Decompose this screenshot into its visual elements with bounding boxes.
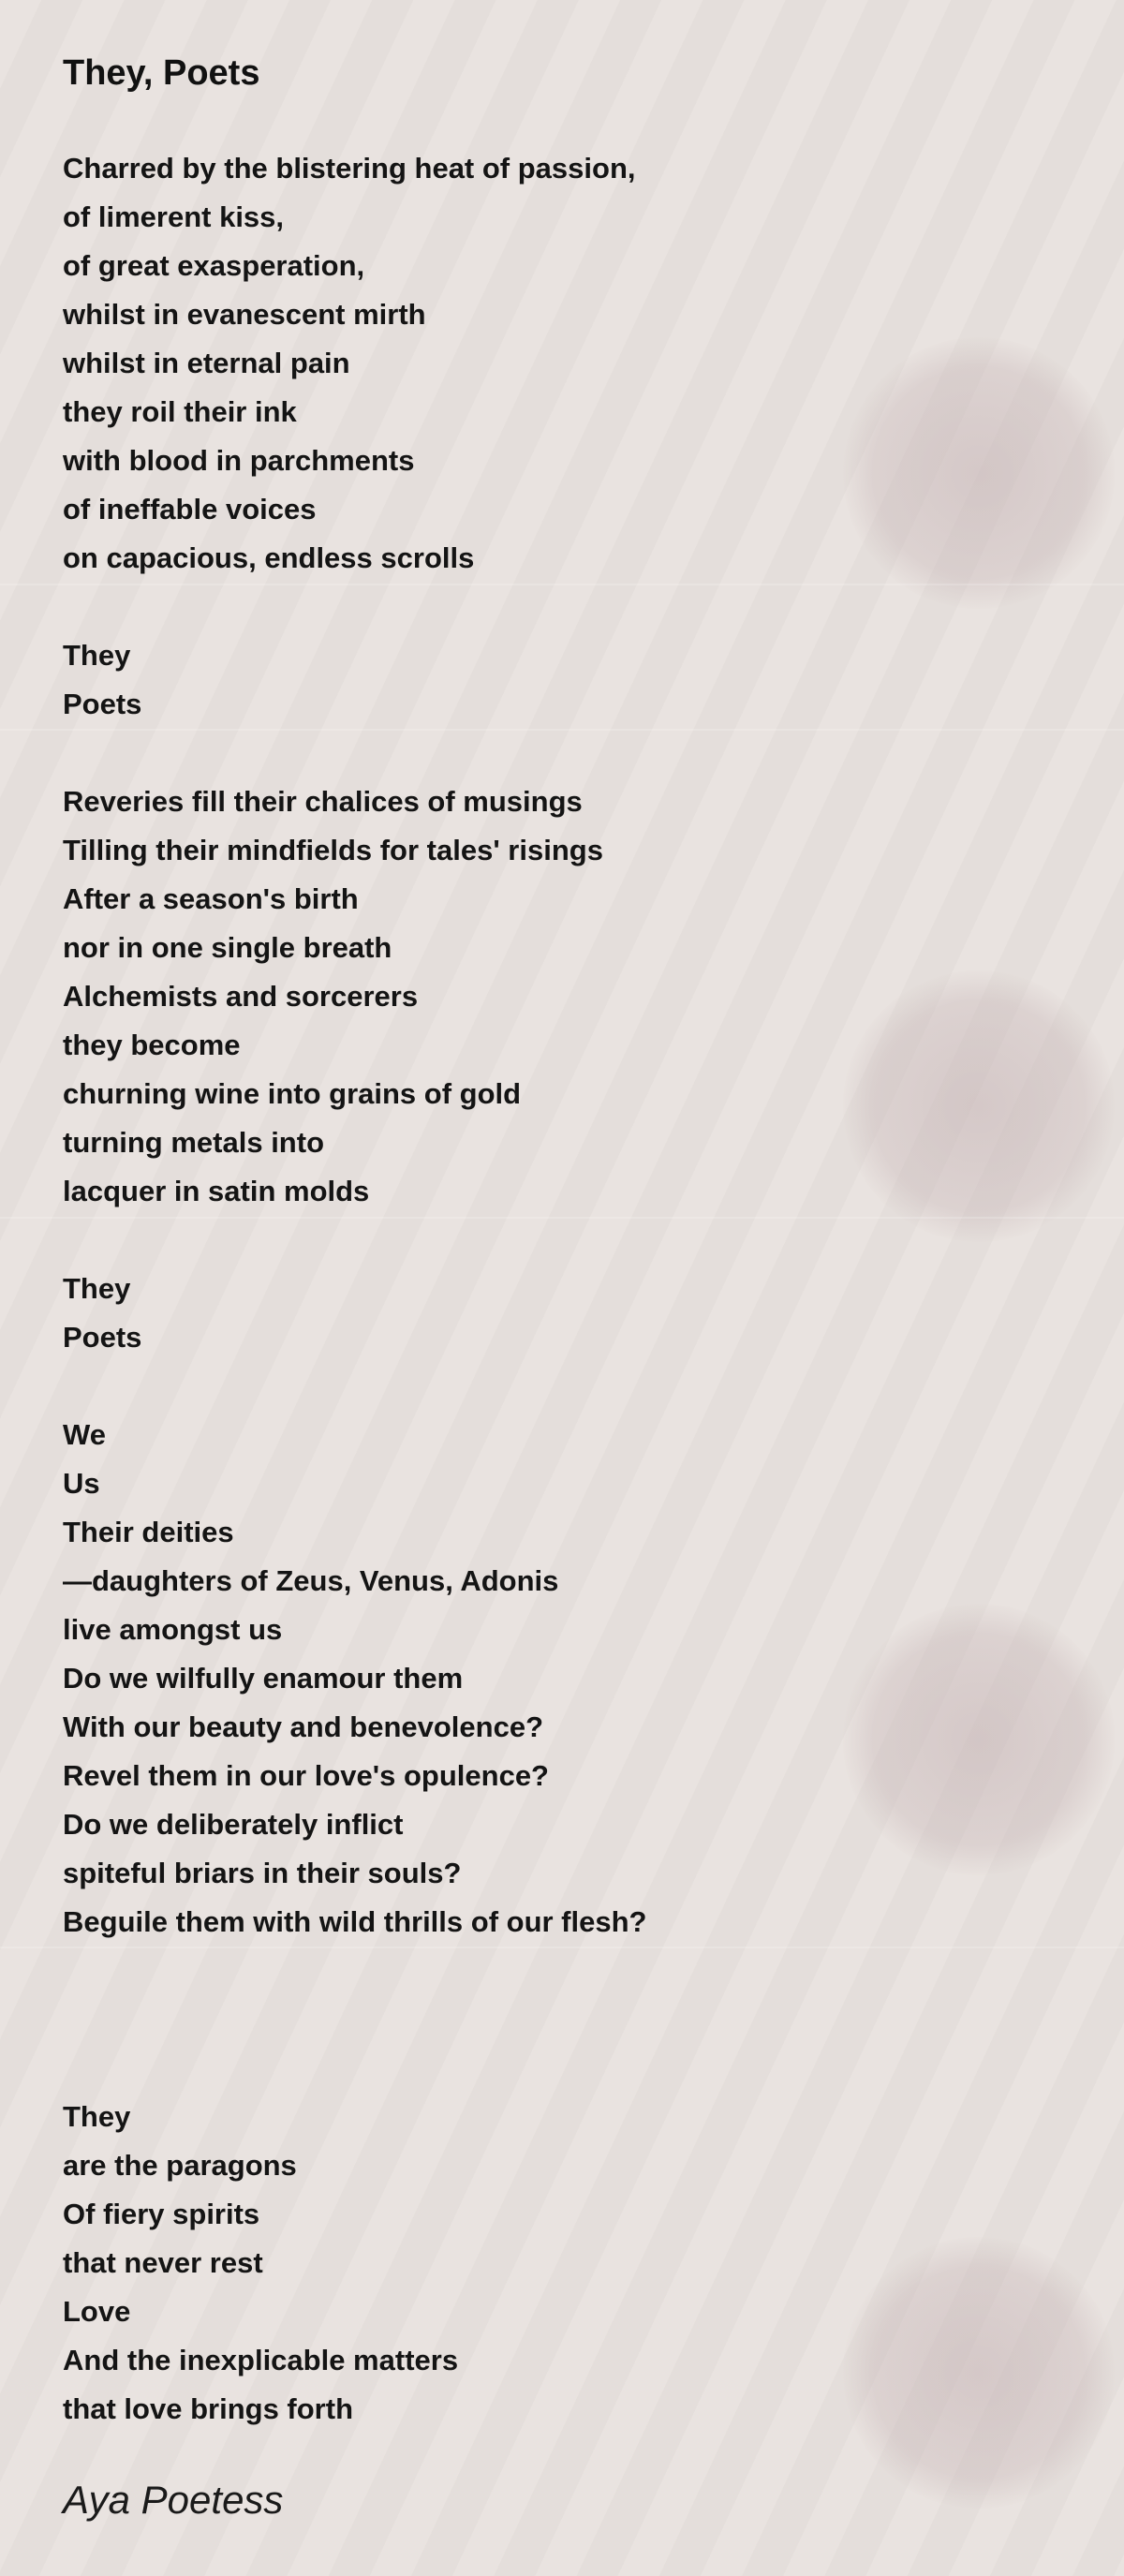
poem-line: nor in one single breath (63, 931, 392, 964)
poem-line: with blood in parchments (63, 444, 415, 477)
poem-line: Reveries fill their chalices of musings (63, 785, 583, 818)
stanza (63, 2093, 1124, 2434)
poem-line: spiteful briars in their souls? (63, 1857, 462, 1889)
poem-line: Poets (63, 688, 142, 720)
poem-line: Do we wilfully enamour them (63, 1662, 464, 1695)
poem-title: They, Poets (63, 53, 260, 93)
poem-line: turning metals into (63, 1126, 324, 1159)
poem-line: churning wine into grains of gold (63, 1077, 522, 1110)
poem-line: Of fiery spirits (63, 2198, 260, 2230)
poem-line: They (63, 2100, 131, 2133)
stanza (63, 631, 1124, 729)
poem-line: Revel them in our love's opulence? (63, 1759, 549, 1792)
poem-body (63, 144, 1124, 2434)
poem-line: Do we deliberately inflict (63, 1808, 404, 1841)
stanza-break (63, 583, 1124, 631)
poem-line: —daughters of Zeus, Venus, Adonis (63, 1564, 559, 1597)
poem-line: on capacious, endless scrolls (63, 541, 475, 574)
poem-line: whilst in evanescent mirth (63, 298, 426, 331)
stanza-break (63, 1947, 1124, 2093)
poem-line: Charred by the blistering heat of passion, (63, 152, 636, 185)
poem-line: They (63, 1272, 131, 1305)
poem-line: are the paragons (63, 2149, 297, 2182)
poem-line: Beguile them with wild thrills of our flesh? (63, 1905, 647, 1938)
poem-line: We (63, 1418, 106, 1451)
poem-line: Alchemists and sorcerers (63, 980, 419, 1013)
poem-line: of ineffable voices (63, 493, 317, 526)
poem-line: Poets (63, 1321, 142, 1354)
stanza (63, 1265, 1124, 1362)
poem-line: They (63, 639, 131, 672)
poem-author: Aya Poetess (63, 2478, 284, 2522)
poem-line: live amongst us (63, 1613, 283, 1646)
stanza-break (63, 729, 1124, 777)
stanza-break (63, 1362, 1124, 1411)
poem-line: of limerent kiss, (63, 200, 285, 233)
poem-line: And the inexplicable matters (63, 2344, 459, 2376)
poem-line: Their deities (63, 1516, 234, 1548)
poem-line: Us (63, 1467, 100, 1500)
poem-line: Tilling their mindfields for tales' risings (63, 834, 603, 866)
poem-line: they roil their ink (63, 395, 297, 428)
poem-line: Love (63, 2295, 131, 2328)
poem-line: whilst in eternal pain (63, 347, 350, 379)
stanza (63, 777, 1124, 1216)
poem-line: With our beauty and benevolence? (63, 1710, 544, 1743)
stanza (63, 144, 1124, 583)
stanza (63, 1411, 1124, 1947)
poem-line: that never rest (63, 2246, 263, 2279)
poem-line: lacquer in satin molds (63, 1175, 370, 1207)
poem-line: After a season's birth (63, 882, 359, 915)
poem-line: of great exasperation, (63, 249, 365, 282)
poem-line: they become (63, 1029, 241, 1061)
stanza-break (63, 1216, 1124, 1265)
poem-line: that love brings forth (63, 2392, 353, 2425)
